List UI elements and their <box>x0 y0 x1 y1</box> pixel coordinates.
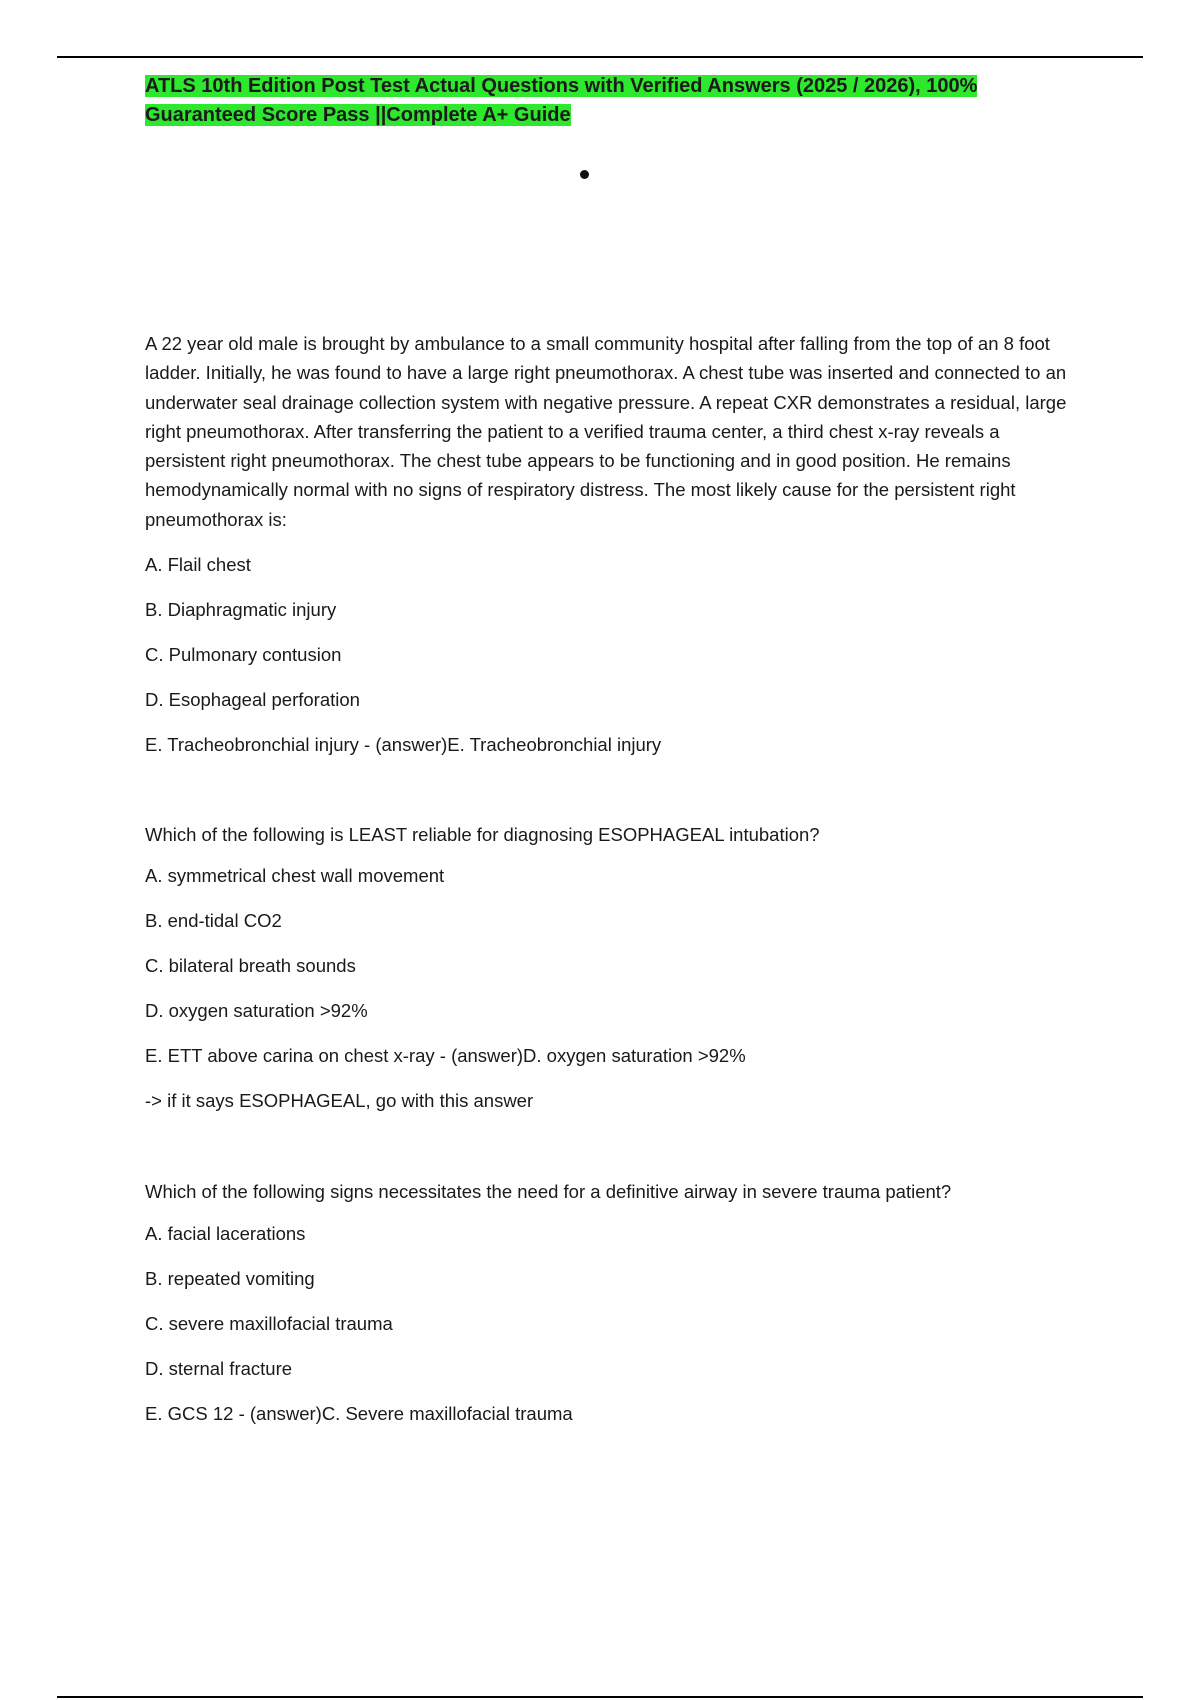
answer-option: B. Diaphragmatic injury <box>145 599 337 621</box>
question-stem: Which of the following is LEAST reliable for diagnosing ESOPHAGEAL intubation? <box>145 824 820 846</box>
question-stem: Which of the following signs necessitates the need for a definitive airway in severe trauma patient? <box>145 1181 952 1203</box>
answer-option: A. facial lacerations <box>145 1222 306 1244</box>
answer-option: A. symmetrical chest wall movement <box>145 865 445 887</box>
bullet-dot <box>580 170 589 179</box>
answer-option-with-answer: E. ETT above carina on chest x-ray - (answer)D. oxygen saturation >92% <box>145 1045 746 1067</box>
answer-option-with-answer: E. Tracheobronchial injury - (answer)E. Tracheobronchial injury <box>145 734 662 756</box>
answer-option-with-answer: E. GCS 12 - (answer)C. Severe maxillofacial trauma <box>145 1402 573 1424</box>
question-gap <box>145 1131 1075 1177</box>
top-rule <box>57 56 1143 58</box>
answer-option: D. sternal fracture <box>145 1357 293 1379</box>
question-gap <box>145 775 1075 820</box>
answer-option: D. Esophageal perforation <box>145 689 360 711</box>
answer-option: D. oxygen saturation >92% <box>145 1000 368 1022</box>
answer-option: B. repeated vomiting <box>145 1267 315 1289</box>
document-title <box>145 72 1065 130</box>
answer-option: B. end-tidal CO2 <box>145 910 282 932</box>
question-3 <box>145 1177 1075 1443</box>
question-stem: A 22 year old male is brought by ambulance to a small community hospital after falling from the top of an 8 foot ladder. Initially, he was found to have a large right pneumothorax. A chest tube was inserted and connected to an underwater seal drainage collection system with negative pressure. A repeat CXR demonstrates a residual, large right pneumothorax. After transferring the patient to a verified trauma center, a third chest x-ray reveals a persistent right pneumothorax. The chest tube appears to be functioning and in good position. He remains hemodynamically normal with no signs of respiratory distress. The most likely cause for the persistent right pneumothorax is: <box>145 333 1067 530</box>
answer-option: C. bilateral breath sounds <box>145 955 356 977</box>
answer-note: -> if it says ESOPHAGEAL, go with this answer <box>145 1090 534 1112</box>
document-body <box>145 329 1075 1444</box>
answer-option: C. Pulmonary contusion <box>145 644 342 666</box>
question-2 <box>145 820 1075 1131</box>
question-1 <box>145 329 1075 775</box>
document-title-text: ATLS 10th Edition Post Test Actual Questions with Verified Answers (2025 / 2026), 100% Guaranteed Score Pass ||Complete A+ Guide <box>145 75 978 126</box>
answer-option: A. Flail chest <box>145 554 251 576</box>
answer-option: C. severe maxillofacial trauma <box>145 1312 393 1334</box>
bottom-rule <box>57 1696 1143 1698</box>
